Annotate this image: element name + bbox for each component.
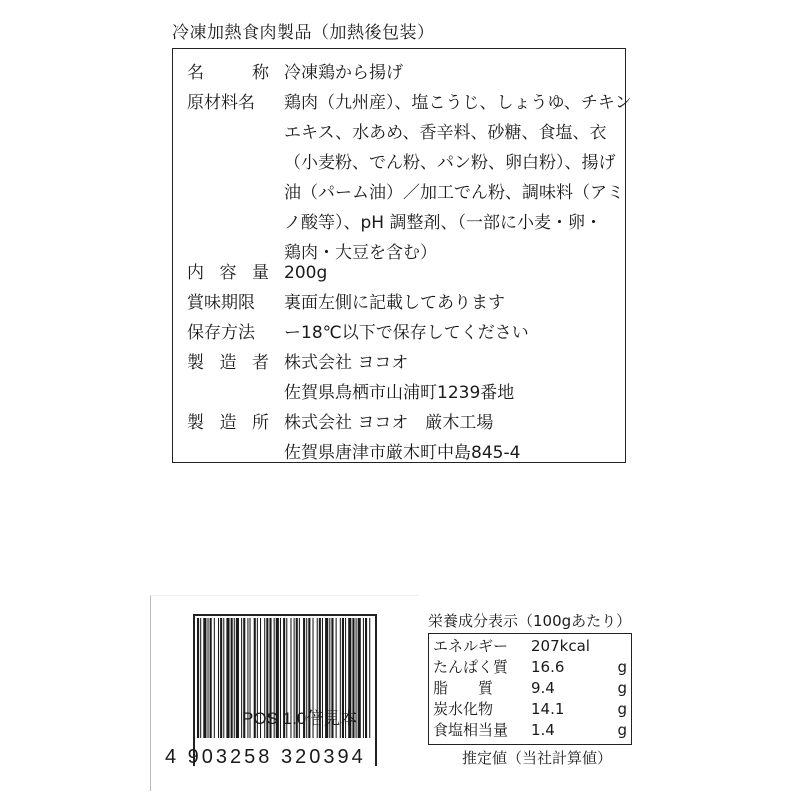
- ingredients-line: エキス、水あめ、香辛料、砂糖、食塩、衣: [284, 123, 607, 143]
- nutrition-label: 炭水化物: [433, 700, 494, 718]
- nutrition-row-fat: [433, 678, 629, 699]
- jan-code-digits: 4 903258 320394: [165, 746, 366, 768]
- ingredients-line: 鶏肉・大豆を含む）: [284, 243, 437, 263]
- label-storage: 保存方法: [187, 323, 255, 343]
- label-factory: 製 造 所: [187, 413, 269, 433]
- nutrition-value: 207kcal: [531, 637, 590, 655]
- value-name: 冷凍鶏から揚げ: [284, 63, 403, 83]
- nutrition-label: エネルギー: [433, 637, 509, 655]
- nutrition-value: 1.4: [531, 721, 555, 739]
- nutrition-value: 16.6: [531, 658, 565, 676]
- label-manufacturer: 製 造 者: [187, 353, 269, 373]
- barcode-bar: [203, 618, 206, 738]
- value-quantity: 200g: [284, 263, 328, 283]
- nutrition-value: 14.1: [531, 700, 565, 718]
- manufacturer-name: 株式会社 ヨコオ: [284, 353, 409, 373]
- label-best-before: 賞味期限: [187, 293, 255, 313]
- nutrition-unit: g: [617, 721, 627, 739]
- barcode-bar: [358, 618, 361, 738]
- barcode-bar: [200, 618, 201, 738]
- pos-scale-label: POS 1.0倍見本: [242, 709, 358, 728]
- nutrition-label: たんぱく質: [433, 658, 509, 676]
- nutrition-value: 9.4: [531, 679, 555, 697]
- factory-name: 株式会社 ヨコオ 厳木工場: [284, 413, 494, 433]
- product-category-title: 冷凍加熱食肉製品（加熱後包装）: [172, 23, 435, 43]
- ingredients-line: 油（パーム油）／加工でん粉、調味料（アミ: [284, 183, 624, 203]
- nutrition-table: [428, 633, 632, 745]
- label-name: 名 称: [187, 63, 269, 83]
- nutrition-unit: g: [617, 700, 627, 718]
- barcode-bar: [214, 618, 215, 738]
- barcode-bar: [210, 618, 212, 738]
- barcode-bar: [208, 618, 209, 738]
- nutrition-row-energy: [433, 636, 629, 657]
- barcode-bar: [363, 618, 364, 738]
- value-storage: ー18℃以下で保存してください: [284, 323, 529, 343]
- value-best-before: 裏面左側に記載してあります: [284, 293, 505, 313]
- barcode-bar: [223, 618, 224, 738]
- barcode-bar: [226, 618, 229, 738]
- nutrition-row-protein: [433, 657, 629, 678]
- nutrition-unit: g: [617, 658, 627, 676]
- factory-address: 佐賀県唐津市厳木町中島845-4: [284, 443, 521, 463]
- nutrition-row-salt: [433, 720, 629, 741]
- barcode-bar: [365, 618, 367, 738]
- barcode-bar: [236, 618, 239, 738]
- nutrition-row-carbohydrate: [433, 699, 629, 720]
- food-label-table: [172, 48, 632, 463]
- ingredients-line: （小麦粉、でん粉、パン粉、卵白粉）、揚げ: [284, 153, 616, 173]
- barcode-bar: [369, 618, 370, 738]
- nutrition-label: 脂 質: [433, 679, 494, 697]
- nutrition-unit: g: [617, 679, 627, 697]
- manufacturer-address: 佐賀県鳥栖市山浦町1239番地: [284, 383, 515, 403]
- nutrition-label: 食塩相当量: [433, 721, 509, 739]
- label-quantity: 内 容 量: [187, 263, 269, 283]
- nutrition-note: 推定値（当社計算値）: [462, 749, 613, 767]
- barcode-bar: [231, 618, 233, 738]
- barcode-bar: [220, 618, 222, 738]
- barcode-bar: [197, 618, 199, 738]
- ingredients-line: ノ酸等）、pH 調整剤、（一部に小麦・卵・: [284, 213, 602, 233]
- nutrition-title: 栄養成分表示（100gあたり）: [428, 612, 632, 630]
- label-ingredients: 原材料名: [187, 93, 255, 113]
- ingredients-line: 鶏肉（九州産）、塩こうじ、しょうゆ、チキン: [284, 93, 632, 113]
- barcode-bar: [234, 618, 235, 738]
- barcode-bar: [218, 618, 219, 738]
